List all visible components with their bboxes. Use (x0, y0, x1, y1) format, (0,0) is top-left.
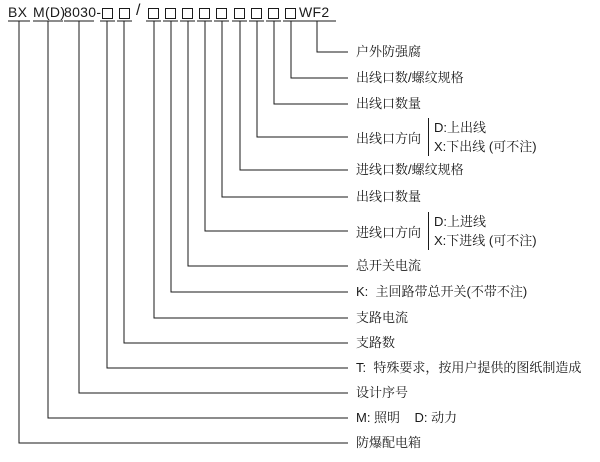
code-placeholder-box (251, 8, 262, 19)
outlet-direction-text: 出线口方向 (356, 130, 422, 146)
label-inlet-ports-thread-spec: 进线口数/螺纹规格 (356, 162, 464, 177)
label-outdoor-anti-corrosion: 户外防强腐 (356, 44, 422, 59)
label-branch-count: 支路数 (356, 335, 396, 350)
inlet-direction-text: 进线口方向 (356, 224, 422, 240)
code-placeholder-box (199, 8, 210, 19)
label-inlet-direction (356, 212, 537, 250)
label-explosion-proof-distribution-box: 防爆配电箱 (356, 435, 422, 450)
outlet-direction-option-top: D:上出线 (434, 120, 487, 135)
code-separator: / (136, 2, 141, 19)
code-type-letters: M(D) (33, 4, 66, 20)
label-main-circuit-with-switch-k: K: 主回路带总开关(不带不注) (356, 284, 528, 299)
label-outlet-quantity-2: 出线口数量 (356, 189, 422, 204)
code-placeholder-box (165, 8, 176, 19)
label-branch-current: 支路电流 (356, 310, 409, 325)
label-outlet-direction (356, 118, 537, 156)
label-main-switch-current: 总开关电流 (356, 258, 422, 273)
code-placeholder-box (102, 8, 113, 19)
label-outlet-ports-thread-spec: 出线口数/螺纹规格 (356, 70, 464, 85)
label-outlet-quantity: 出线口数量 (356, 96, 422, 111)
code-prefix: BX (8, 4, 28, 20)
inlet-direction-option-bottom: X:下进线 (可不注) (434, 233, 537, 248)
outlet-direction-option-bottom: X:下出线 (可不注) (434, 139, 537, 154)
code-placeholder-box (285, 8, 296, 19)
code-placeholder-box (268, 8, 279, 19)
code-placeholder-box (119, 8, 130, 19)
label-special-requirement-t: T: 特殊要求，按用户提供的图纸制造成 (356, 360, 582, 375)
label-design-serial-number: 设计序号 (356, 385, 409, 400)
code-placeholder-box (234, 8, 245, 19)
code-suffix: WF2 (299, 4, 330, 20)
label-lighting-power-md: M: 照明 D: 动力 (356, 410, 458, 425)
inlet-direction-options (428, 212, 537, 250)
code-series: 8030- (64, 4, 102, 20)
code-placeholder-box (182, 8, 193, 19)
code-placeholder-box (148, 8, 159, 19)
inlet-direction-option-top: D:上进线 (434, 214, 487, 229)
outlet-direction-options (428, 118, 537, 156)
code-placeholder-box (216, 8, 227, 19)
